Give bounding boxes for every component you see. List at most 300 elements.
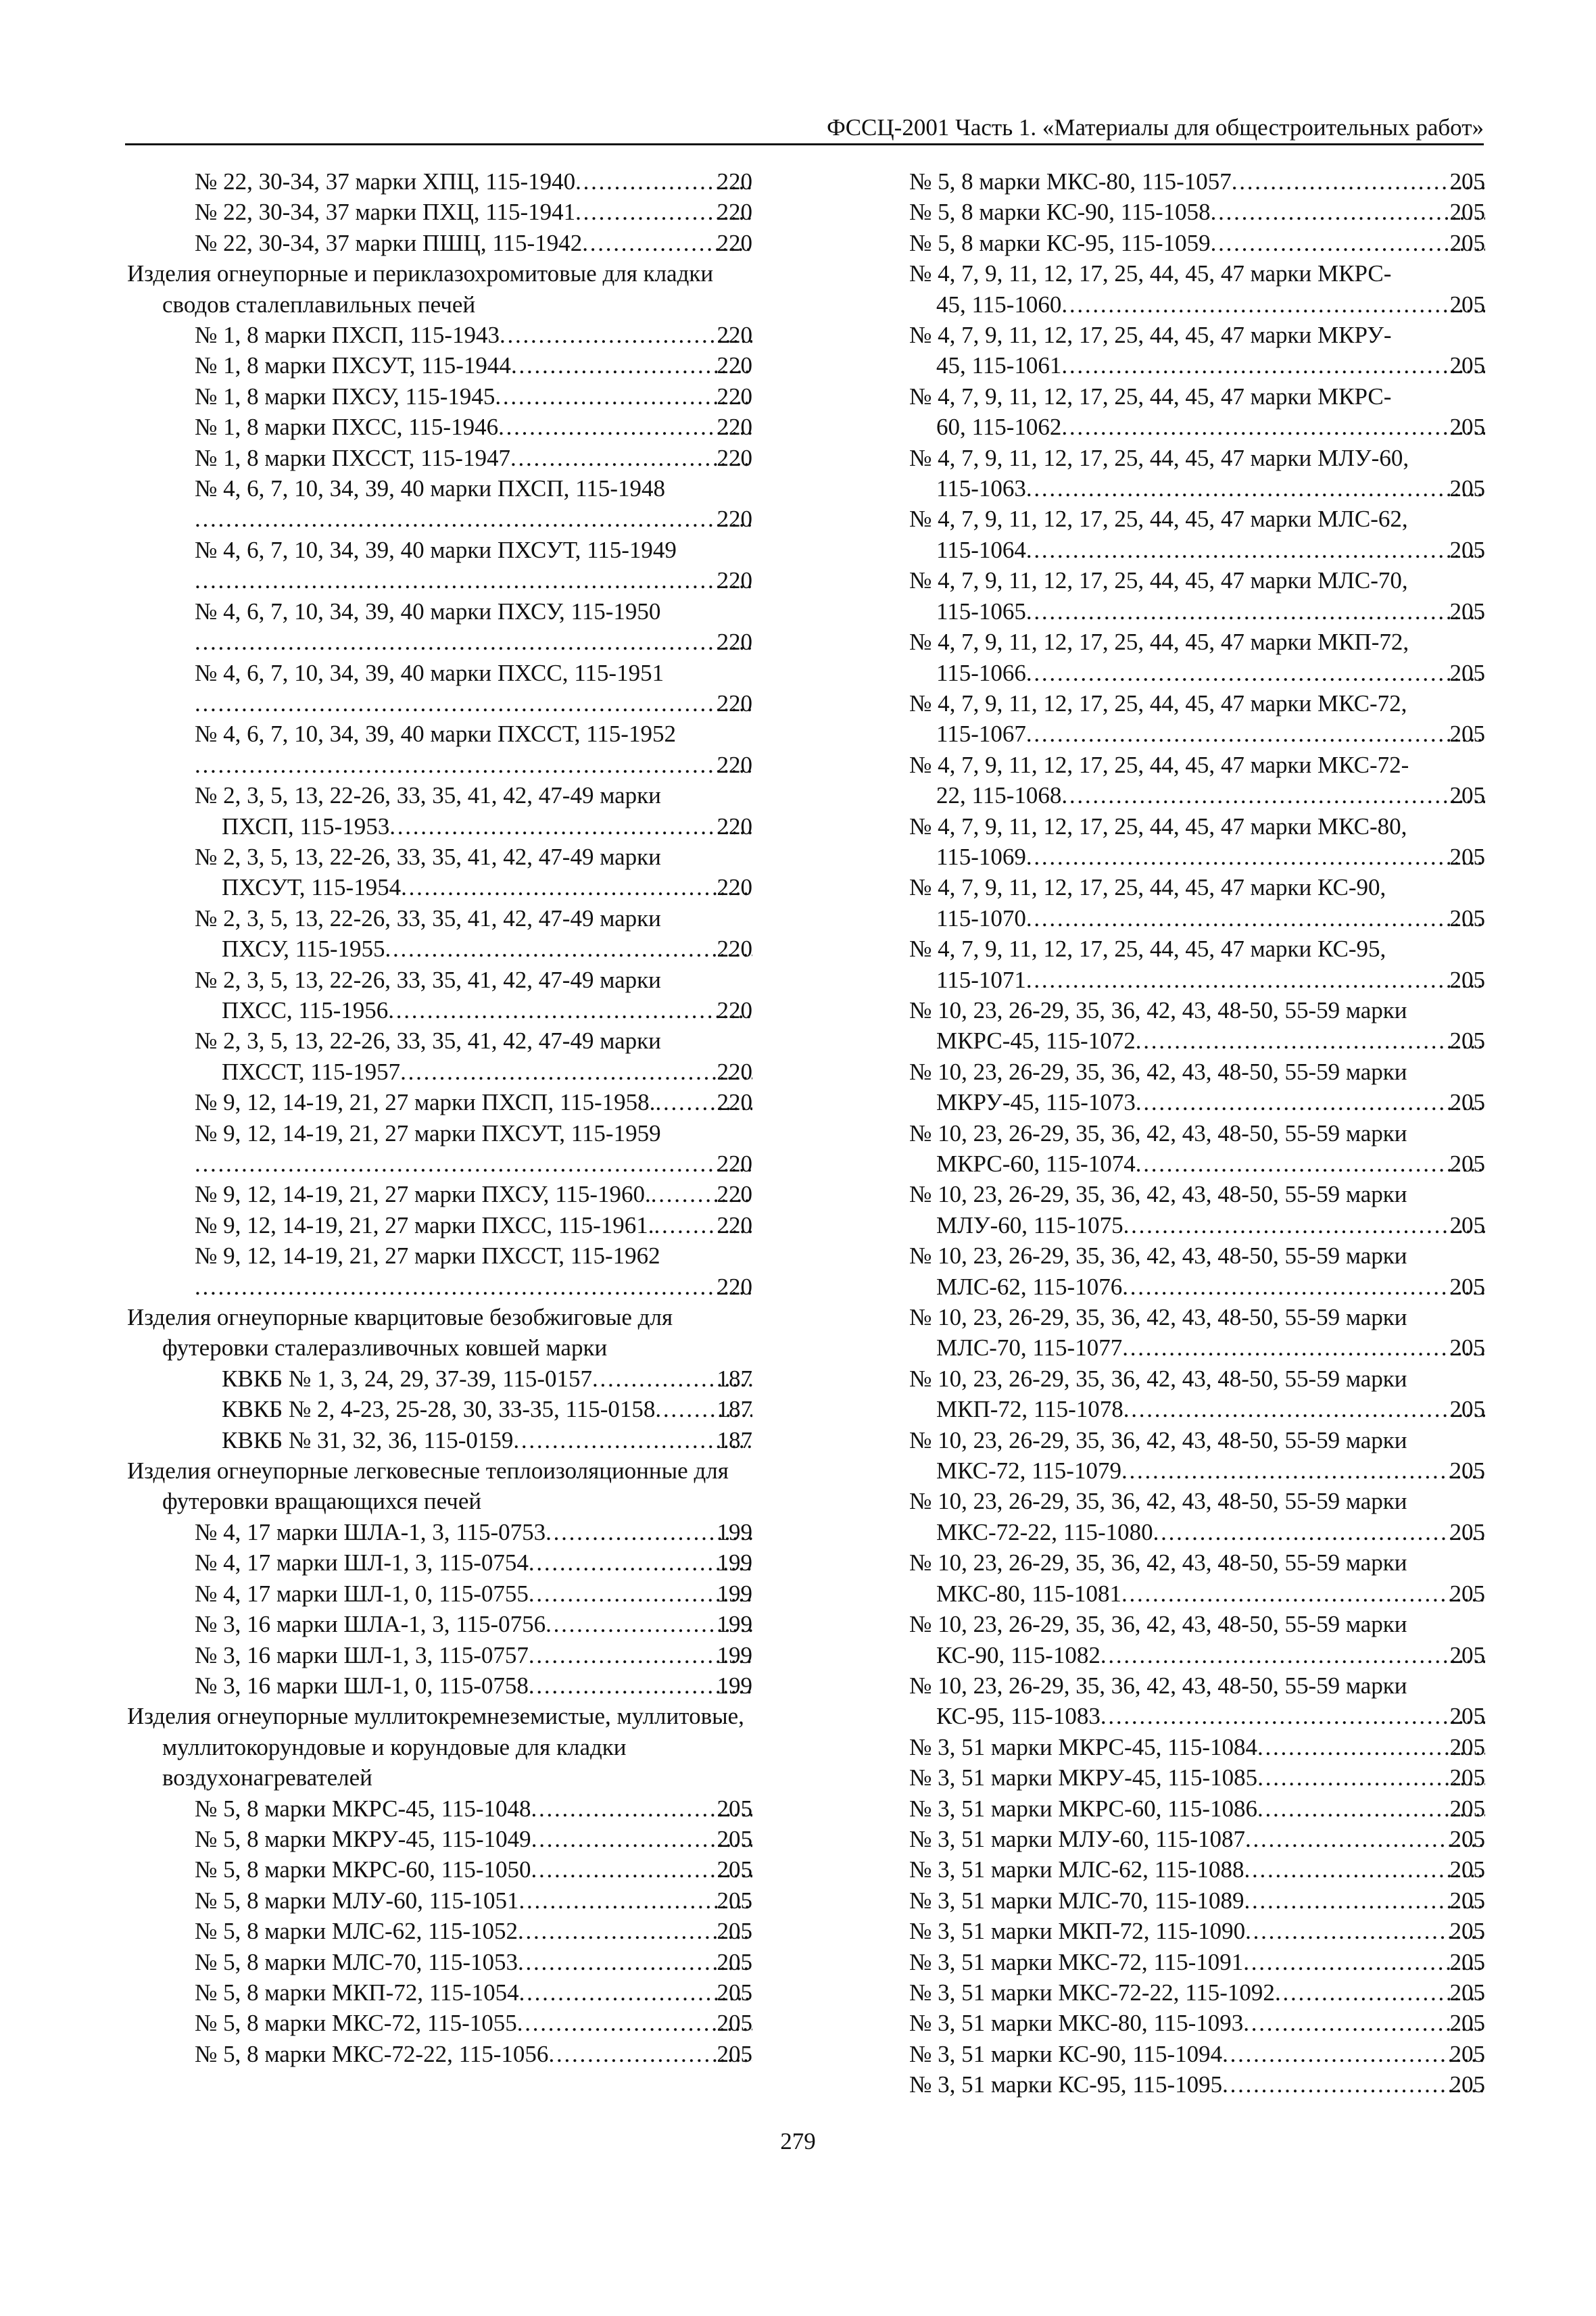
leader-line [936,780,1485,811]
entry-page: 220 [715,166,753,197]
entry-text: № 10, 23, 26-29, 35, 36, 42, 43, 48-50, 55-59 марки [909,1488,1407,1515]
entry-text: МКС-72, 115-1079 [936,1457,1121,1485]
dot-leader [546,1609,752,1639]
leader-line [909,1885,1485,1916]
dot-leader [195,1149,752,1179]
entry-continuation [909,1640,1485,1670]
leader-line [909,166,1485,197]
entry-text: КВКБ № 31, 32, 36, 115-0159 [222,1426,514,1453]
leader-line [909,2008,1485,2038]
entry-page: 205 [1447,2069,1486,2100]
entry-text: 115-1067 [936,721,1026,748]
leader-line [195,412,752,442]
dot-leader [531,1824,752,1854]
leader-line [195,1854,752,1885]
entry-text: № 5, 8 марки МКС-72-22, 115-1056 [195,2040,549,2067]
leader-line [936,1517,1485,1547]
entry-page: 205 [1447,228,1486,258]
entry-text: № 2, 3, 5, 13, 22-26, 33, 35, 41, 42, 47-49 марки [195,843,661,870]
entry-page: 220 [715,350,753,381]
index-entry [127,658,752,719]
index-entry [127,903,752,965]
dot-leader [518,1947,752,1977]
leader-line [195,1977,752,2008]
leader-line [936,1701,1485,1731]
index-entry [909,2008,1485,2038]
dot-leader [513,1425,752,1455]
index-entry [909,1118,1485,1180]
entry-text: ПХССТ, 115-1957 [222,1058,401,1085]
entry-text: КВКБ № 2, 4-23, 25-28, 30, 33-35, 115-0158 [222,1396,656,1423]
entry-text: № 2, 3, 5, 13, 22-26, 33, 35, 41, 42, 47-49 марки [195,1028,661,1055]
dot-leader [1275,1977,1485,2008]
entry-text: 115-1069 [936,843,1026,870]
leader-line [936,1087,1485,1117]
leader-line [195,1916,752,1946]
entry-text: ПХСП, 115-1953 [222,813,390,840]
index-entry [909,1732,1485,1762]
entry-text: № 22, 30-34, 37 марки ПХЦ, 115-1941 [195,199,576,226]
entry-text: № 10, 23, 26-29, 35, 36, 42, 43, 48-50, 55-59 марки [909,1365,1407,1392]
entry-text: № 4, 7, 9, 11, 12, 17, 25, 44, 45, 47 марки МКРУ- [909,322,1392,349]
entry-text: № 3, 51 марки МКС-72, 115-1091 [909,1948,1244,1975]
entry-continuation [909,289,1485,320]
entry-text: № 3, 51 марки МЛС-62, 115-1088 [909,1856,1244,1883]
entry-page: 205 [1447,1640,1486,1670]
entry-continuation [195,872,752,902]
index-entry [127,535,752,596]
entry-continuation [909,965,1485,995]
leader-line [909,1793,1485,1824]
leader-line [222,995,752,1026]
dot-leader [517,2008,752,2038]
entry-text: № 3, 51 марки КС-90, 115-1094 [909,2040,1223,2067]
leader-line [936,903,1485,934]
entry-text: № 5, 8 марки МКРУ-45, 115-1049 [195,1825,531,1852]
entry-text: № 4, 7, 9, 11, 12, 17, 25, 44, 45, 47 марки МКС-72- [909,751,1409,778]
leader-line [909,2039,1485,2069]
entry-text: № 5, 8 марки МЛС-62, 115-1052 [195,1918,518,1945]
index-column-right [909,166,1485,2100]
leader-line [222,1057,752,1087]
entry-text: МЛС-62, 115-1076 [936,1273,1123,1300]
dot-leader [1026,842,1485,872]
dot-leader [195,627,752,657]
entry-text: № 4, 7, 9, 11, 12, 17, 25, 44, 45, 47 марки МКС-72, [909,690,1407,717]
entry-page: 205 [1447,1701,1486,1731]
dot-leader [385,934,752,964]
entry-continuation [909,596,1485,627]
entry-page: 205 [1447,1026,1486,1056]
leader-line [195,320,752,350]
entry-continuation [909,1149,1485,1179]
entry-text: № 9, 12, 14-19, 21, 27 марки ПХСУТ, 115-1959 [195,1119,661,1147]
entry-page: 205 [715,2039,753,2069]
index-entry [127,1517,752,1547]
entry-page: 205 [715,1793,753,1824]
index-entry [909,1885,1485,1916]
entry-text: № 2, 3, 5, 13, 22-26, 33, 35, 41, 42, 47-49 марки [195,966,661,993]
entry-text: № 3, 16 марки ШЛ-1, 0, 115-0758 [195,1672,529,1699]
index-entry [127,1547,752,1578]
entry-text: № 4, 6, 7, 10, 34, 39, 40 марки ПХСУТ, 115-1949 [195,536,677,563]
entry-text: ПХСС, 115-1956 [222,996,389,1023]
entry-page: 205 [1447,1947,1486,1977]
entry-page: 205 [715,1916,753,1946]
index-entry [909,1240,1485,1302]
index-entry [127,320,752,350]
leader-line [909,228,1485,258]
entry-text: № 4, 7, 9, 11, 12, 17, 25, 44, 45, 47 марки МКРС- [909,383,1392,410]
entry-page: 205 [1447,1332,1486,1363]
index-entry [127,350,752,381]
entry-page: 205 [715,1885,753,1916]
dot-leader [1222,2039,1485,2069]
index-entry [127,596,752,658]
entry-text: № 10, 23, 26-29, 35, 36, 42, 43, 48-50, 55-59 марки [909,1119,1407,1147]
index-entry [127,1916,752,1946]
entry-text: № 3, 51 марки МКП-72, 115-1090 [909,1918,1246,1945]
dot-leader [1136,1149,1485,1179]
dot-leader [1222,2069,1485,2100]
entry-continuation [909,1332,1485,1363]
index-entry [909,688,1485,750]
entry-text: № 10, 23, 26-29, 35, 36, 42, 43, 48-50, 55-59 марки [909,1611,1407,1638]
leader-line [195,1793,752,1824]
leader-line [936,658,1485,688]
index-entry [127,381,752,412]
index-entry [127,1854,752,1885]
index-entry [909,872,1485,934]
entry-continuation [909,658,1485,688]
entry-page: 220 [715,1149,753,1179]
index-entry [909,1547,1485,1609]
dot-leader [651,1179,752,1209]
dot-leader [1244,1854,1485,1885]
index-entry [909,1824,1485,1854]
header-title: ФССЦ-2001 Часть 1. «Материалы для общестроительных работ» [827,114,1484,141]
entry-page: 205 [1447,1762,1486,1793]
entry-page: 205 [715,2008,753,2038]
dot-leader [546,1517,752,1547]
leader-line [936,1026,1485,1056]
dot-leader [1122,1332,1485,1363]
entry-text: МКРС-45, 115-1072 [936,1028,1136,1055]
index-heading: Изделия огнеупорные и периклазохромитовые для кладки сводов сталеплавильных печей [127,260,714,318]
index-entry [909,1977,1485,2008]
index-entry [909,381,1485,443]
entry-page: 220 [715,1057,753,1087]
leader-line [195,1640,752,1670]
entry-text: 115-1065 [936,598,1026,625]
entry-page: 220 [715,811,753,842]
index-entry [909,750,1485,811]
entry-text: № 10, 23, 26-29, 35, 36, 42, 43, 48-50, 55-59 марки [909,1243,1407,1270]
index-entry [127,1118,752,1180]
entry-continuation [195,811,752,842]
running-header [125,114,1484,145]
leader-line [936,473,1485,504]
entry-page: 199 [715,1517,753,1547]
leader-line [195,504,752,534]
dot-leader [548,2039,752,2069]
index-entry [909,934,1485,995]
entry-continuation [909,1272,1485,1302]
dot-leader [1026,903,1485,934]
dot-leader [1232,166,1485,197]
entry-page: 205 [1447,1885,1486,1916]
leader-line [222,872,752,902]
entry-text: № 4, 7, 9, 11, 12, 17, 25, 44, 45, 47 марки КС-90, [909,874,1386,901]
index-entry [909,228,1485,258]
entry-page: 220 [715,381,753,412]
dot-leader [510,443,752,473]
leader-line [936,535,1485,565]
index-entry [909,258,1485,320]
entry-page: 205 [1447,412,1486,442]
index-column-left [127,166,752,2069]
entry-page: 205 [1447,1517,1486,1547]
leader-line [936,965,1485,995]
entry-text: № 5, 8 марки КС-95, 115-1059 [909,229,1211,256]
index-entry [127,780,752,842]
entry-text: 115-1070 [936,904,1026,932]
entry-text: № 4, 17 марки ШЛА-1, 3, 115-0753 [195,1518,546,1545]
dot-leader [582,228,752,258]
entry-page: 220 [715,412,753,442]
dot-leader [531,1793,752,1824]
entry-page: 205 [715,1854,753,1885]
dot-leader [389,811,752,842]
index-entry [909,166,1485,197]
index-entry [909,627,1485,688]
entry-page: 205 [1447,1455,1486,1486]
dot-leader [500,320,752,350]
leader-line [936,596,1485,627]
entry-continuation [909,1210,1485,1240]
dot-leader [1061,780,1485,811]
leader-line [195,1885,752,1916]
leader-line [936,412,1485,442]
index-entry [909,1486,1485,1547]
entry-text: № 4, 7, 9, 11, 12, 17, 25, 44, 45, 47 марки МЛС-62, [909,506,1408,533]
entry-page: 220 [715,197,753,227]
leader-line [222,1394,752,1424]
entry-text: МКС-72-22, 115-1080 [936,1518,1153,1545]
entry-text: № 9, 12, 14-19, 21, 27 марки ПХСС, 115-1961. [195,1211,654,1238]
leader-line [909,1854,1485,1885]
leader-line [936,1455,1485,1486]
dot-leader [529,1547,752,1578]
dot-leader [511,350,752,381]
leader-line [936,1394,1485,1424]
index-entry [909,1057,1485,1118]
dot-leader [1061,412,1485,442]
dot-leader [1061,289,1485,320]
dot-leader [1026,535,1485,565]
entry-page: 205 [1447,596,1486,627]
dot-leader [1211,228,1485,258]
index-entry [127,197,752,227]
index-entry [909,811,1485,873]
entry-continuation [909,1026,1485,1056]
entry-page: 220 [715,565,753,596]
dot-leader [1153,1517,1485,1547]
entry-text: № 5, 8 марки МКС-80, 115-1057 [909,168,1232,195]
entry-continuation [909,1455,1485,1486]
index-entry [127,1087,752,1117]
dot-leader [1123,1210,1485,1240]
entry-text: № 4, 6, 7, 10, 34, 39, 40 марки ПХСС, 115-1951 [195,659,664,686]
entry-text: № 1, 8 марки ПХССТ, 115-1947 [195,444,510,471]
dot-leader [1244,1885,1485,1916]
entry-text: № 3, 51 марки КС-95, 115-1095 [909,2071,1223,2098]
index-entry [909,1179,1485,1240]
entry-text: КВКБ № 1, 3, 24, 29, 37-39, 115-0157 [222,1365,593,1392]
entry-text: № 5, 8 марки МЛУ-60, 115-1051 [195,1887,519,1914]
entry-continuation [909,1087,1485,1117]
entry-text: МКС-80, 115-1081 [936,1580,1121,1607]
entry-text: № 4, 7, 9, 11, 12, 17, 25, 44, 45, 47 марки КС-95, [909,936,1386,963]
entry-text: МЛУ-60, 115-1075 [936,1211,1123,1238]
dot-leader [1101,1640,1485,1670]
dot-leader [529,1640,752,1670]
entry-text: № 3, 16 марки ШЛА-1, 3, 115-0756 [195,1611,546,1638]
entry-page: 205 [1447,1977,1486,2008]
entry-page: 205 [1447,1824,1486,1854]
entry-text: № 3, 51 марки МКС-72-22, 115-1092 [909,1979,1275,2006]
index-entry [909,1793,1485,1824]
entry-text: № 5, 8 марки МКС-72, 115-1055 [195,2010,517,2037]
leader-line [195,350,752,381]
entry-text: № 1, 8 марки ПХСУ, 115-1945 [195,383,495,410]
entry-text: 115-1063 [936,475,1026,502]
dot-leader [654,1210,753,1240]
entry-text: МКП-72, 115-1078 [936,1396,1123,1423]
leader-line [195,1087,752,1117]
index-entry [127,1640,752,1670]
entry-page: 205 [1447,473,1486,504]
leader-line [936,1149,1485,1179]
dot-leader [400,1057,752,1087]
entry-text: КС-95, 115-1083 [936,1703,1101,1730]
dot-leader [195,1272,752,1302]
entry-text: № 1, 8 марки ПХСП, 115-1943 [195,322,500,349]
index-entry [909,1364,1485,1425]
entry-text: № 1, 8 марки ПХСУТ, 115-1944 [195,352,511,379]
index-entry [127,1977,752,2008]
dot-leader [495,381,752,412]
entry-text: № 10, 23, 26-29, 35, 36, 42, 43, 48-50, 55-59 марки [909,1549,1407,1576]
leader-line [195,1179,752,1209]
leader-line [195,1609,752,1639]
dot-leader [1101,1701,1485,1731]
entry-page: 205 [1447,842,1486,872]
leader-line [909,2069,1485,2100]
leader-line [909,1977,1485,2008]
entry-text: 115-1064 [936,536,1026,563]
index-entry [127,412,752,442]
leader-line [195,228,752,258]
dot-leader [1121,1455,1485,1486]
leader-line [936,1332,1485,1363]
entry-page: 199 [715,1670,753,1701]
dot-leader [1136,1087,1485,1117]
dot-leader [1026,965,1485,995]
entry-continuation [909,1517,1485,1547]
entry-text: 45, 115-1061 [936,352,1062,379]
leader-line [909,1732,1485,1762]
dot-leader [1061,350,1485,381]
dot-leader [195,688,752,719]
dot-leader [498,412,752,442]
index-entry [909,1670,1485,1732]
entry-text: № 3, 16 марки ШЛ-1, 3, 115-0757 [195,1641,529,1668]
entry-text: ПХСУТ, 115-1954 [222,874,402,901]
dot-leader [1026,596,1485,627]
entry-continuation [909,1394,1485,1424]
dot-leader [195,750,752,780]
leader-line [195,1824,752,1854]
entry-text: № 1, 8 марки ПХСС, 115-1946 [195,414,499,441]
dot-leader [1243,1947,1485,1977]
index-entry [909,1854,1485,1885]
entry-continuation [195,1057,752,1087]
dot-leader [1026,719,1485,749]
leader-line [195,197,752,227]
dot-leader [655,1087,752,1117]
index-entry [127,228,752,258]
leader-line [195,1210,752,1240]
entry-page: 220 [715,1087,753,1117]
index-entry [127,1824,752,1854]
leader-line [222,811,752,842]
leader-line [195,1670,752,1701]
entry-text: № 3, 51 марки МКРС-60, 115-1086 [909,1795,1258,1822]
dot-leader [388,995,752,1026]
dot-leader [518,1885,752,1916]
entry-text: № 2, 3, 5, 13, 22-26, 33, 35, 41, 42, 47-49 марки [195,782,661,809]
index-entry [127,965,752,1026]
leader-line [936,289,1485,320]
entry-page: 205 [1447,1149,1486,1179]
leader-line [195,1149,752,1179]
entry-continuation [195,995,752,1026]
entry-text: № 3, 51 марки МКРУ-45, 115-1085 [909,1764,1258,1791]
entry-text: № 3, 51 марки МКС-80, 115-1093 [909,2010,1244,2037]
index-entry [127,443,752,473]
index-entry [909,1916,1485,1946]
leader-line [222,1425,752,1455]
index-entry [909,504,1485,565]
entry-page: 205 [1447,1394,1486,1424]
leader-line [936,1578,1485,1609]
leader-line [195,627,752,657]
index-entry [909,320,1485,381]
entry-page: 220 [715,872,753,902]
index-entry [127,2008,752,2038]
index-entry [127,1394,752,1424]
entry-text: № 5, 8 марки КС-90, 115-1058 [909,199,1211,226]
leader-line [936,1640,1485,1670]
dot-leader [1257,1793,1485,1824]
entry-text: МКРС-60, 115-1074 [936,1151,1136,1177]
entry-page: 205 [1447,535,1486,565]
entry-page: 205 [1447,1854,1486,1885]
entry-continuation [909,719,1485,749]
leader-line [195,565,752,596]
entry-text: № 4, 17 марки ШЛ-1, 3, 115-0754 [195,1549,529,1576]
